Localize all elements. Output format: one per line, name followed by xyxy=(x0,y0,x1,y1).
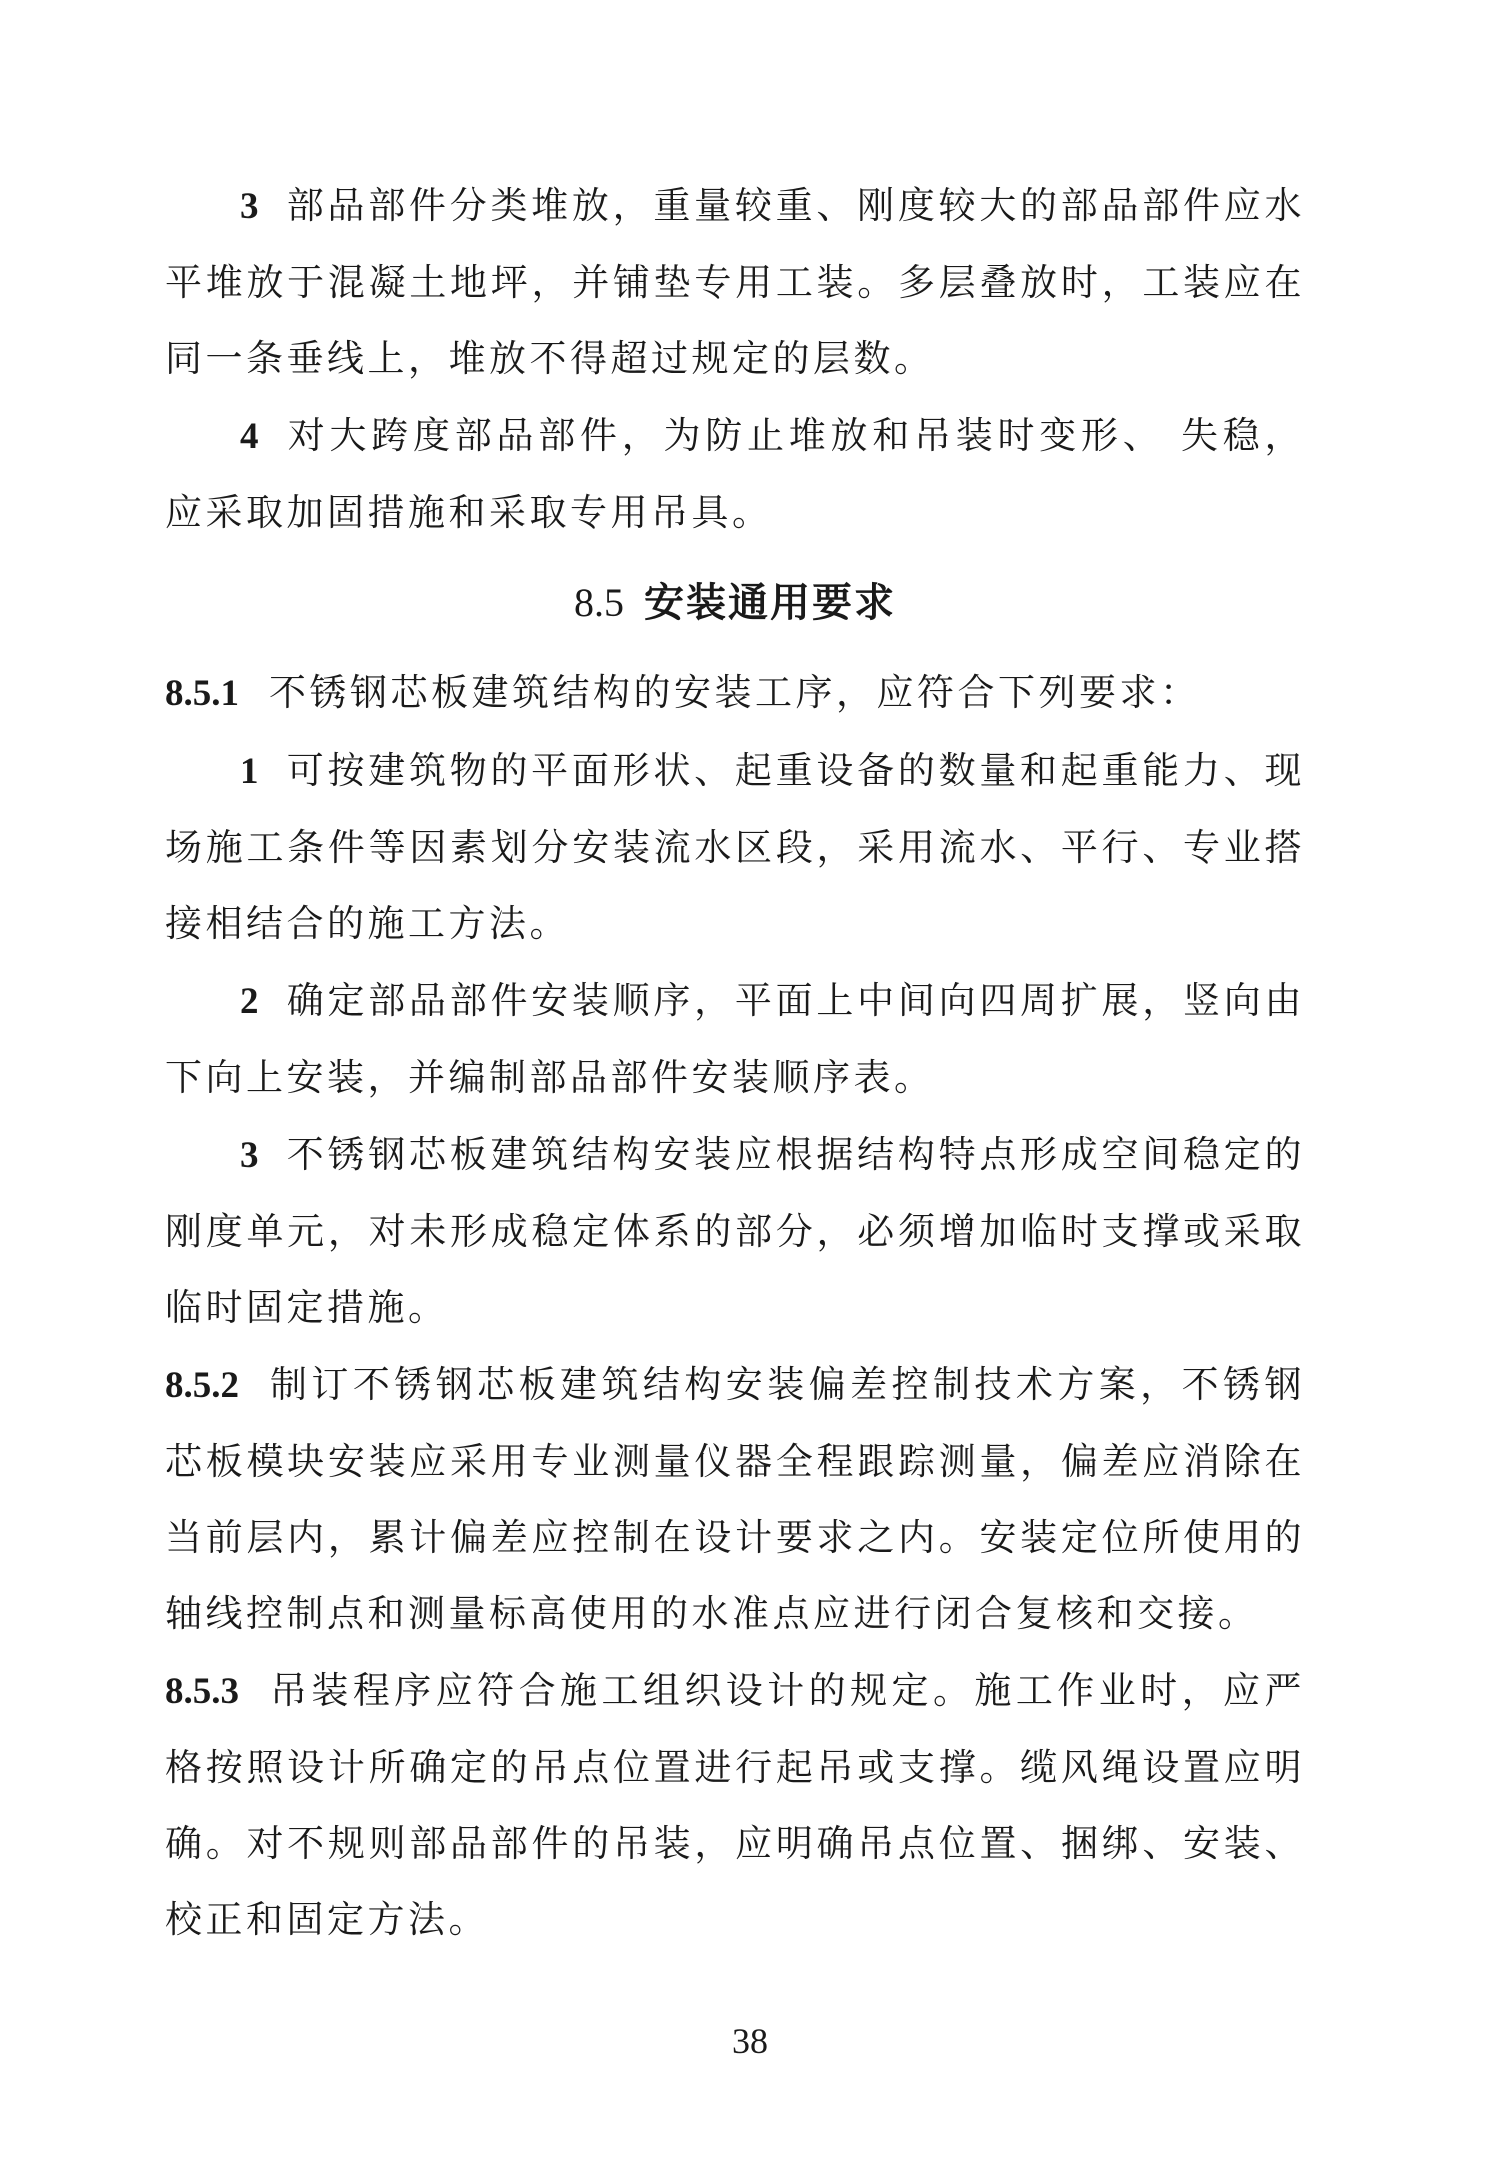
clause xyxy=(165,655,1305,732)
list-item xyxy=(165,733,1305,962)
section-heading xyxy=(165,565,1305,641)
item-text: 不锈钢芯板建筑结构安装应根据结构特点形成空间稳定的刚度单元，对未形成稳定体系的部分，必须增加临时支撑或采取临时固定措施。 xyxy=(165,1133,1305,1329)
clause-text: 制订不锈钢芯板建筑结构安装偏差控制技术方案，不锈钢芯板模块安装应采用专业测量仪器全程跟踪测量，偏差应消除在当前层内，累计偏差应控制在设计要求之内。安装定位所使用的轴线控制点和测量标高使用的水准点应进行闭合复核和交接。 xyxy=(165,1363,1305,1635)
item-number: 4 xyxy=(240,416,259,457)
item-text: 部品部件分类堆放，重量较重、刚度较大的部品部件应水平堆放于混凝土地坪，并铺垫专用工装。多层叠放时，工装应在同一条垂线上，堆放不得超过规定的层数。 xyxy=(165,184,1305,380)
item-number: 3 xyxy=(240,186,259,227)
item-number: 3 xyxy=(240,1135,259,1176)
clause-number: 8.5.1 xyxy=(165,673,239,714)
list-item xyxy=(165,1117,1305,1346)
item-text: 对大跨度部品部件，为防止堆放和吊装时变形、 失稳，应采取加固措施和采取专用吊具。 xyxy=(165,414,1305,534)
section-title: 安装通用要求 xyxy=(644,580,896,626)
clause xyxy=(165,1653,1305,1958)
clause-number: 8.5.3 xyxy=(165,1671,239,1712)
page-number: 38 xyxy=(732,2021,768,2061)
list-item xyxy=(165,398,1305,551)
page-content xyxy=(165,168,1305,1959)
item-text: 可按建筑物的平面形状、起重设备的数量和起重能力、现场施工条件等因素划分安装流水区段，采用流水、平行、专业搭接相结合的施工方法。 xyxy=(165,749,1305,945)
item-number: 1 xyxy=(240,751,259,792)
list-item xyxy=(165,963,1305,1116)
clause-number: 8.5.2 xyxy=(165,1365,239,1406)
item-text: 确定部品部件安装顺序，平面上中间向四周扩展，竖向由下向上安装，并编制部品部件安装顺序表。 xyxy=(165,979,1305,1099)
list-item xyxy=(165,168,1305,397)
clause-text: 不锈钢芯板建筑结构的安装工序，应符合下列要求： xyxy=(269,671,1201,714)
section-number: 8.5 xyxy=(574,580,624,625)
clause-text: 吊装程序应符合施工组织设计的规定。施工作业时，应严格按照设计所确定的吊点位置进行起吊或支撑。缆风绳设置应明确。对不规则部品部件的吊装，应明确吊点位置、捆绑、安装、校正和固定方法。 xyxy=(165,1669,1305,1941)
clause xyxy=(165,1347,1305,1652)
item-number: 2 xyxy=(240,981,259,1022)
